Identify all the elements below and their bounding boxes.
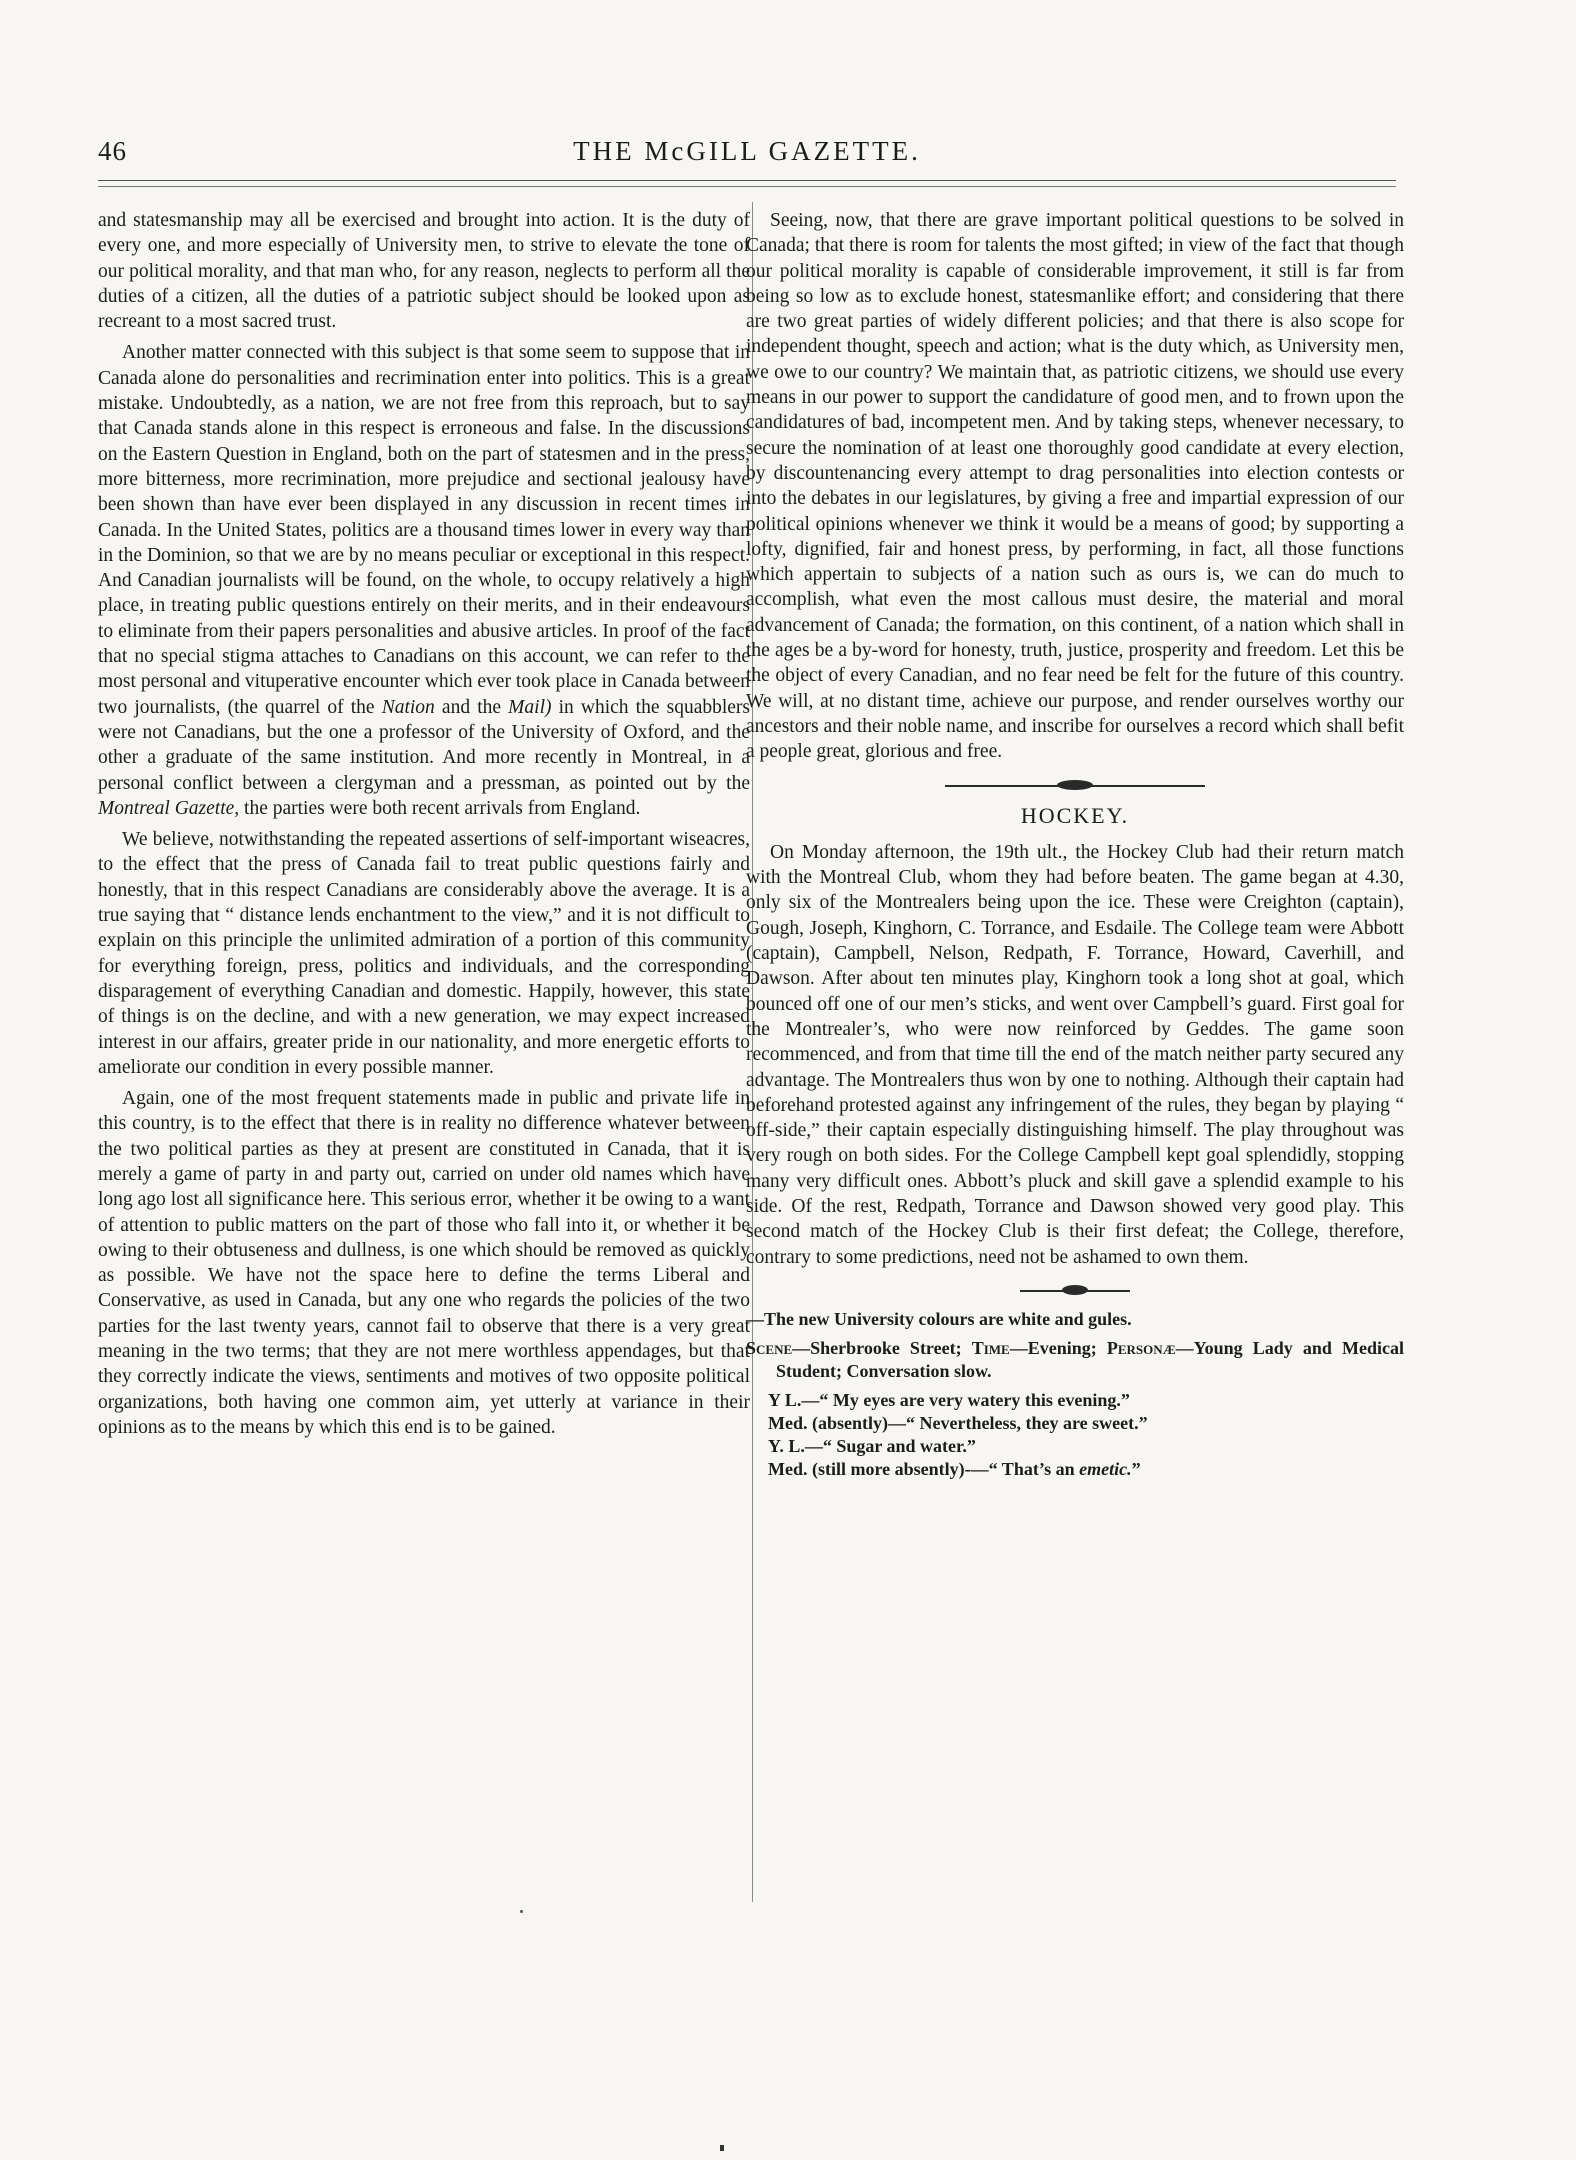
section-ornament	[945, 779, 1205, 793]
hockey-heading: HOCKEY.	[1020, 802, 1130, 828]
left-paragraph-2: Another matter connected with this subject is that some seem to suppose that in Canada alone do personalities and recrimination enter into politics. This is a great mistake. Undoubtedly, as a nation, we are not free from this reproach, but to say that Canada stands alone in this respect is erroneous and false. In the discussions on the Eastern Question in England, both on the part of statesmen and in the press, more bitterness, more recrimination, more prejudice and sectional jealousy have been shown than have ever been displayed in any discussion in recent times in Canada. In the United States, politics are a thousand times lower in every way than in the Dominion, so that we are by no means peculiar or exceptional in this respect. And Canadian journalists will be found, on the whole, to occupy relatively a high place, in treating public questions entirely on their merits, and in their endeavours to eliminate from their papers personalities and abusive articles. In proof of the fact that no special stigma attaches to Canadians on this account, we can refer to the most personal and vituperative encounter which ever took place in Canada between two journalists, (the quarrel of the Nation and the Mail) in which the squabblers were not Canadians, but the one a professor of the University of Oxford, and the other a graduate of the same institution. And more recently in Montreal, in a personal conflict between a clergyman and a pressman, as pointed out by the Montreal Gazette, the parties were both recent arrivals from England.	[98, 342, 751, 819]
dialogue-line: Med. (still more absently)-—“ That’s an emetic.”	[768, 1458, 1141, 1479]
mail-title: Mail)	[508, 696, 552, 718]
scene-description: Scene—Sherbrooke Street; Time—Evening; Personæ—Young Lady and Medical Student; Conversation slow.	[746, 1337, 1405, 1381]
dialogue-line: Med. (absently)—“ Nevertheless, they are sweet.”	[768, 1412, 1148, 1433]
left-paragraph-1: and statesmanship may all be exercised and brought into action. It is the duty of every one, and more especially of University men, to strive to elevate the tone of our political morality, and that man who, for any reason, neglects to perform all the duties of a citizen, all the duties of a patriotic subject should be looked upon as recreant to a most sacred trust.	[98, 210, 750, 333]
header-rule	[98, 180, 1396, 187]
print-speck	[520, 1910, 523, 1913]
left-paragraph-4: Again, one of the most frequent statements made in public and private life in this country, is to the effect that there is in reality no difference whatever between the two political parties as they at present are constituted in Canada, that it is merely a game of party in and party out, carried on under old names which have long ago lost all significance here. This serious error, whether it be owing to a want of attention to public matters on the part of those who fall into it, or whether it be owing to their obtuseness and dullness, is one which should be removed as quickly as possible. We have not the space here to define the terms Liberal and Conservative, as used in Canada, but any one who regards the policies of the two parties for the last twenty years, cannot fail to observe that there is a very great meaning in the two terms; that they are not mere worthless appendages, but that they correctly indicate the views, sentiments and motives of two opposite political organizations, both having one common aim, yet utterly at variance in their opinions as to the means by which this end is to be gained.	[98, 1088, 750, 1438]
dialogue-line: Y L.—“ My eyes are very watery this evening.”	[768, 1389, 1130, 1410]
dialogue-line: Y. L.—“ Sugar and water.”	[768, 1435, 976, 1456]
nation-title: Nation	[381, 696, 435, 718]
right-paragraph-1: Seeing, now, that there are grave important political questions to be solved in Canada; that there is room for talents the most gifted; in view of the fact that though our political morality is capable of considerable improvement, it still is far from being so low as to exclude honest, statesmanlike effort; and considering that there are two great parties of widely different policies; and that there is also scope for independent thought, speech and action; what is the duty which, as University men, we owe to our country? We maintain that, as patriotic citizens, we should use every means in our power to support the candidature of good men, and to frown upon the candidatures of bad, incompetent men. And by taking steps, whenever necessary, to secure the nomination of at least one thoroughly good candidate at every election, by discountenancing every attempt to drag personalities into election contests or into the debates in our legislatures, by giving a free and impartial expression of our political opinions whenever we think it would be a means of good; by supporting a lofty, dignified, fair and honest press, by performing, in fact, all those functions which appertain to subjects of a nation such as ours is, we can do much to accomplish, what even the most callous must desire, the material and moral advancement of Canada; the formation, on this continent, of a nation which shall in the ages be a by-word for honesty, truth, justice, prosperity and freedom. Let this be the object of every Canadian, and no fear need be felt for the future of this country. We will, at no distant time, achieve our purpose, and render ourselves worthy our ancestors and their noble name, and inscribe for ourselves a record which shall befit a people great, glorious and free.	[746, 210, 1404, 763]
colours-note: —The new University colours are white and gules.	[746, 1308, 1132, 1329]
montreal-gazette-title: Montreal Gazette,	[98, 797, 240, 819]
notes-section	[746, 1308, 1404, 1481]
publication-title: THE McGILL GAZETTE.	[573, 136, 921, 166]
page-header	[98, 136, 1396, 176]
print-speck	[720, 2145, 724, 2151]
left-paragraph-3: We believe, notwithstanding the repeated assertions of self-important wiseacres, to the effect that the press of Canada fail to treat public questions fairly and honestly, that in this respect Canadians are considerably above the average. It is a true saying that “ distance lends enchantment to the view,” and it is not difficult to explain on this principle the unlimited admiration of a portion of this community for everything foreign, press, politics and individuals, and the corresponding disparagement of everything Canadian and domestic. Happily, however, this state of things is on the decline, and with a new generation, we may expect increased interest in our affairs, greater pride in our nationality, and more energetic efforts to ameliorate our condition in every possible manner.	[98, 829, 750, 1078]
section-ornament-small	[1020, 1284, 1130, 1298]
page-number: 46	[98, 136, 127, 166]
left-column	[98, 208, 750, 1446]
hockey-paragraph: On Monday afternoon, the 19th ult., the Hockey Club had their return match with the Montreal Club, whom they had before beaten. The game began at 4.30, only six of the Montrealers being upon the ice. These were Creighton (captain), Gough, Joseph, Kinghorn, C. Torrance, and Esdaile. The College team were Abbott (captain), Campbell, Nelson, Redpath, F. Torrance, Howard, Caverhill, and Dawson. After about ten minutes play, Kinghorn took a long shot at goal, which bounced off one of our men’s sticks, and went over Campbell’s guard. First goal for the Montrealer’s, who were now reinforced by Geddes. The game soon recommenced, and from that time till the end of the match neither party secured any advantage. The Montrealers thus won by one to nothing. Although their captain had beforehand protested against any infringement of the rules, they began by playing “ off-side,” their captain especially distinguishing himself. The play throughout was very rough on both sides. For the College Campbell kept goal splendidly, stopping many very difficult ones. Abbott’s pluck and skill gave a splendid example to his side. Of the rest, Redpath, Torrance and Dawson showed very good play. This second match of the Hockey Club is their first defeat; the College, therefore, contrary to some predictions, need not be ashamed to own them.	[746, 841, 1404, 1268]
right-column	[746, 208, 1404, 1481]
